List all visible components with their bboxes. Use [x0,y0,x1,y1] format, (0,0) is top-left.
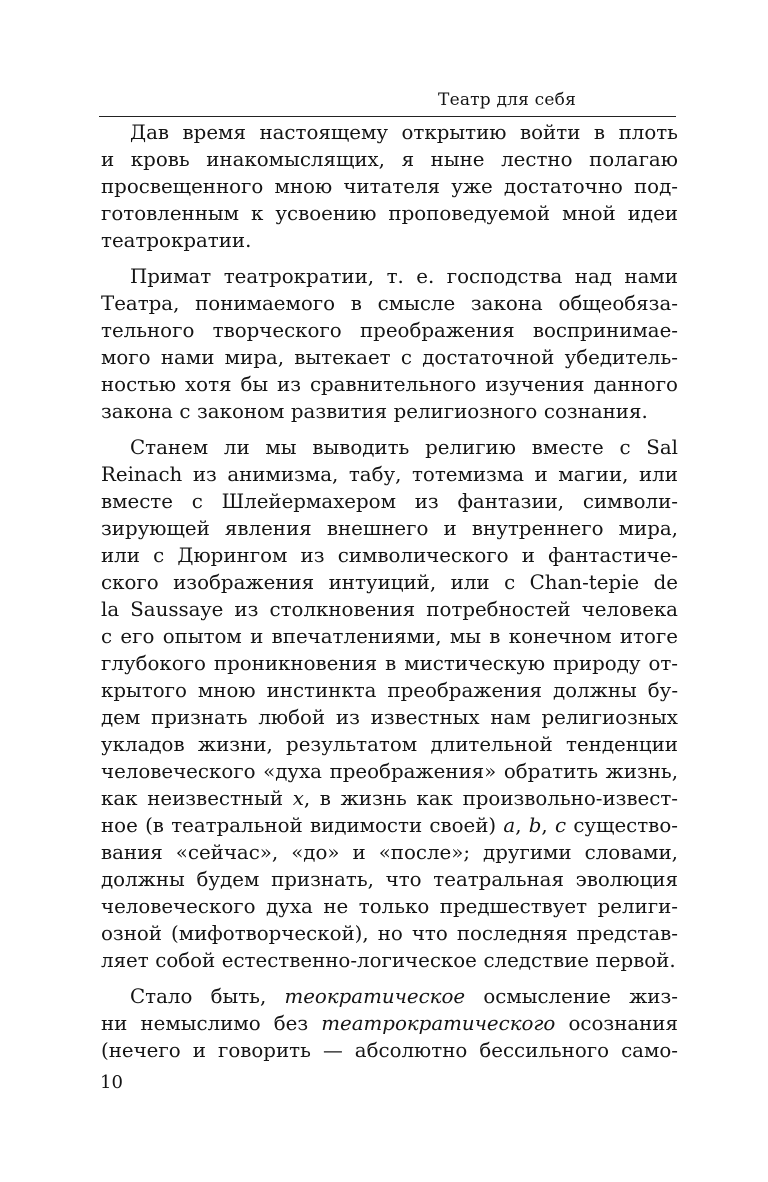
word: в [593,121,606,144]
word: внутреннего [471,517,604,540]
text-line [101,317,678,344]
word: дем [101,706,141,729]
word: последняя [456,922,568,945]
word: внешнего [326,517,429,540]
word: существо- [573,814,678,837]
word: «после»; [378,841,471,864]
word: театрократии. [101,229,252,252]
word: жизнь, [605,760,678,783]
word: проникновения [213,652,378,675]
word: нам [490,706,531,729]
word: читателя [343,175,441,198]
word: или [450,571,490,594]
word: с [504,571,516,594]
word: b, [528,814,548,837]
word: театрократического [321,1012,556,1035]
text-line [101,290,678,317]
word: закона [470,292,543,315]
word: бессильного [479,1039,610,1062]
word: театральная [433,868,564,891]
word: собой [155,949,216,972]
word: мира, [618,517,678,540]
word: тельного [101,319,195,342]
word: мистическую [404,652,546,675]
word: без [273,1012,309,1035]
word: Станем [130,436,209,459]
word: не [323,895,349,918]
word: говорить [217,1039,311,1062]
text-line [101,839,678,866]
word: над [574,265,612,288]
word: «до» [291,841,340,864]
word: Театра, [101,292,180,315]
word: законом [197,400,285,423]
word: полагаю [589,148,678,171]
word: Chan-tepie [529,571,640,594]
word: анимизма, [227,463,339,486]
word: воспринимае- [532,319,678,342]
word: глубокого [101,652,206,675]
word: мого [101,346,151,369]
text-line [101,200,678,227]
word: мной [562,202,616,225]
word: человеческого [101,895,256,918]
word: театрократии, [223,265,375,288]
word: с [191,490,203,513]
word: в [385,652,397,675]
word: настоящему [259,121,388,144]
word: Стало [130,985,193,1008]
word: человека [581,598,678,621]
word: кровь [130,148,190,171]
word: из [192,463,217,486]
word: из [335,706,360,729]
word: жиз- [629,985,678,1008]
text-line [101,704,678,731]
paragraph [101,263,678,425]
word: итоге [619,625,678,648]
word: явления [224,517,312,540]
text-line [101,1010,678,1037]
text-line [101,866,678,893]
word: эволюция [575,868,678,891]
word: тенденции [565,733,678,756]
word: закона [101,400,173,423]
word: из [300,544,325,567]
word: мною [197,679,256,702]
text-line [101,542,678,569]
word: в [319,787,331,810]
word: религию [425,436,516,459]
word: тотемизма [411,463,525,486]
word: преображения» [329,760,497,783]
word: и [352,841,366,864]
word: фантазии, [457,490,565,513]
word: своей) [429,814,497,837]
word: открытию [401,121,507,144]
word: сравнительного [309,373,477,396]
word: символи- [582,490,678,513]
word: войти [520,121,581,144]
word: уже [451,175,493,198]
word: немыслимо [140,1012,261,1035]
word: признать [151,706,248,729]
word: с [153,544,165,567]
word: инакомыслящих, [206,148,385,171]
running-header [99,86,676,117]
word: la [101,598,120,621]
word: x, [292,787,311,810]
text-line [101,434,678,461]
word: как [101,787,138,810]
word: длительной [430,733,553,756]
word: религи- [597,895,678,918]
word: время [182,121,246,144]
word: усвоению [275,202,377,225]
word: только [358,895,430,918]
word: словами, [584,841,678,864]
word: Шлейермахером [221,490,396,513]
word: первой. [595,949,676,972]
word: Дюрингом [177,544,288,567]
word: нами [160,346,215,369]
text-line [101,731,678,758]
word: просвещенного [101,175,264,198]
word: магии, [558,463,629,486]
text-line [101,515,678,542]
word: результатом [286,733,418,756]
text-line [101,947,678,974]
word: символического [337,544,509,567]
word: изображения [173,571,315,594]
word: инстинкта [266,679,377,702]
word: мною [274,175,333,198]
word: и [443,517,457,540]
word: обратить [503,760,598,783]
text-line [101,146,678,173]
word: следствие [483,949,590,972]
text-line [101,227,678,254]
word: озной [101,922,162,945]
word: смысле [377,292,456,315]
word: (мифотворческой), [171,922,369,945]
word: достаточной [422,346,555,369]
word: театральной [171,814,303,837]
paragraph [101,983,678,1064]
word: признать, [271,868,374,891]
word: вместе [101,490,173,513]
word: преображения [359,319,515,342]
text-line [101,344,678,371]
word: духа [266,895,313,918]
text-line [101,920,678,947]
word: мы [265,436,297,459]
word: крытого [101,679,187,702]
word: осмысление [483,985,611,1008]
word: интуиций, [328,571,437,594]
word: но [377,922,403,945]
word: вания [101,841,163,864]
word: ляет [101,949,149,972]
word: природу [553,652,641,675]
word: бы [240,373,269,396]
word: и [534,463,548,486]
word: с [101,625,113,648]
word: ни [101,1012,128,1035]
word: — [322,1039,343,1062]
word: с [179,400,191,423]
word: ли [223,436,250,459]
word: изучения [485,373,585,396]
word: плоть [618,121,678,144]
word: известных [370,706,480,729]
word: нами [624,265,678,288]
word: «сейчас», [175,841,279,864]
word: как [416,787,453,810]
word: бу- [647,679,678,702]
word: т. [386,265,404,288]
word: вытекает [294,346,391,369]
word: табу, [348,463,402,486]
word: Saussaye [130,598,224,621]
text-line [101,569,678,596]
word: что [385,868,422,891]
page-number: 10 [100,1072,123,1093]
word: понимаемого [195,292,336,315]
word: ное [101,814,138,837]
word: вместе [531,436,604,459]
body-text [101,119,678,1064]
word: само- [621,1039,678,1062]
word: предшествует [439,895,588,918]
word: a, [503,814,522,837]
text-line [101,488,678,515]
word: представ- [576,922,678,945]
word: я [401,148,415,171]
word: Reinach [101,463,183,486]
word: от- [648,652,678,675]
text-line [101,650,678,677]
word: теократическое [284,985,466,1008]
word: религиозного [393,400,538,423]
word: сознания. [543,400,648,423]
word: творческого [212,319,342,342]
text-line [101,371,678,398]
text-line [101,758,678,785]
text-line [101,461,678,488]
word: человеческого [101,760,256,783]
word: с [400,346,412,369]
word: мира, [224,346,284,369]
word: впечатлениями, [271,625,442,648]
text-line [101,893,678,920]
word: выводить [312,436,410,459]
word: мы [449,625,481,648]
word: другими [483,841,572,864]
word: к [251,202,264,225]
text-line [101,173,678,200]
word: жизнь [340,787,407,810]
word: общеобяза- [558,292,678,315]
word: и [101,148,115,171]
word: развития [290,400,388,423]
word: должны [101,868,185,891]
word: de [653,571,678,594]
word: готовленным [101,202,240,225]
word: из [414,490,439,513]
word: столкновения [269,598,416,621]
paragraph [101,119,678,254]
word: что [411,922,448,945]
word: данного [593,373,678,396]
text-line [101,596,678,623]
word: и [521,544,535,567]
word: должны [553,679,637,702]
word: Примат [130,265,212,288]
word: или [101,544,140,567]
word: господства [446,265,563,288]
word: видимости [309,814,423,837]
word: или [639,463,678,486]
word: ныне [430,148,485,171]
word: «духа [263,760,322,783]
word: из [234,598,259,621]
word: религиозных [541,706,678,729]
text-line [101,785,678,812]
text-line [101,263,678,290]
word: конечном [508,625,612,648]
word: из [277,373,302,396]
word: ского [101,571,159,594]
word: зирующей [101,517,210,540]
word: произвольно-извест- [462,787,678,810]
word: естественно-логическое [221,949,477,972]
word: преображения [387,679,543,702]
word: е. [416,265,435,288]
word: будем [196,868,260,891]
word: лестно [501,148,573,171]
word: в [489,625,501,648]
text-line [101,119,678,146]
word: Дав [130,121,170,144]
word: Sal [646,436,678,459]
text-line [101,398,678,425]
word: c [554,814,567,837]
word: укладов [101,733,185,756]
word: хотя [185,373,232,396]
word: проповедуемой [388,202,551,225]
running-title: Театр для себя [438,90,576,110]
text-line [101,677,678,704]
word: фантастиче- [548,544,678,567]
word: и [250,625,264,648]
paragraph [101,434,678,974]
word: и [192,1039,206,1062]
word: его [120,625,155,648]
text-line [101,623,678,650]
text-line [101,983,678,1010]
word: опытом [162,625,242,648]
word: в [350,292,362,315]
word: осознания [568,1012,678,1035]
word: с [619,436,631,459]
word: (нечего [101,1039,181,1062]
word: убедитель- [564,346,678,369]
word: быть, [210,985,267,1008]
word: (в [145,814,164,837]
text-line [101,812,678,839]
word: неизвестный [147,787,284,810]
word: жизни, [197,733,273,756]
word: потребностей [426,598,571,621]
word: ностью [101,373,177,396]
word: достаточно [503,175,623,198]
word: любой [258,706,326,729]
word: идеи [627,202,678,225]
text-line [101,1037,678,1064]
word: абсолютно [354,1039,468,1062]
word: под- [634,175,678,198]
